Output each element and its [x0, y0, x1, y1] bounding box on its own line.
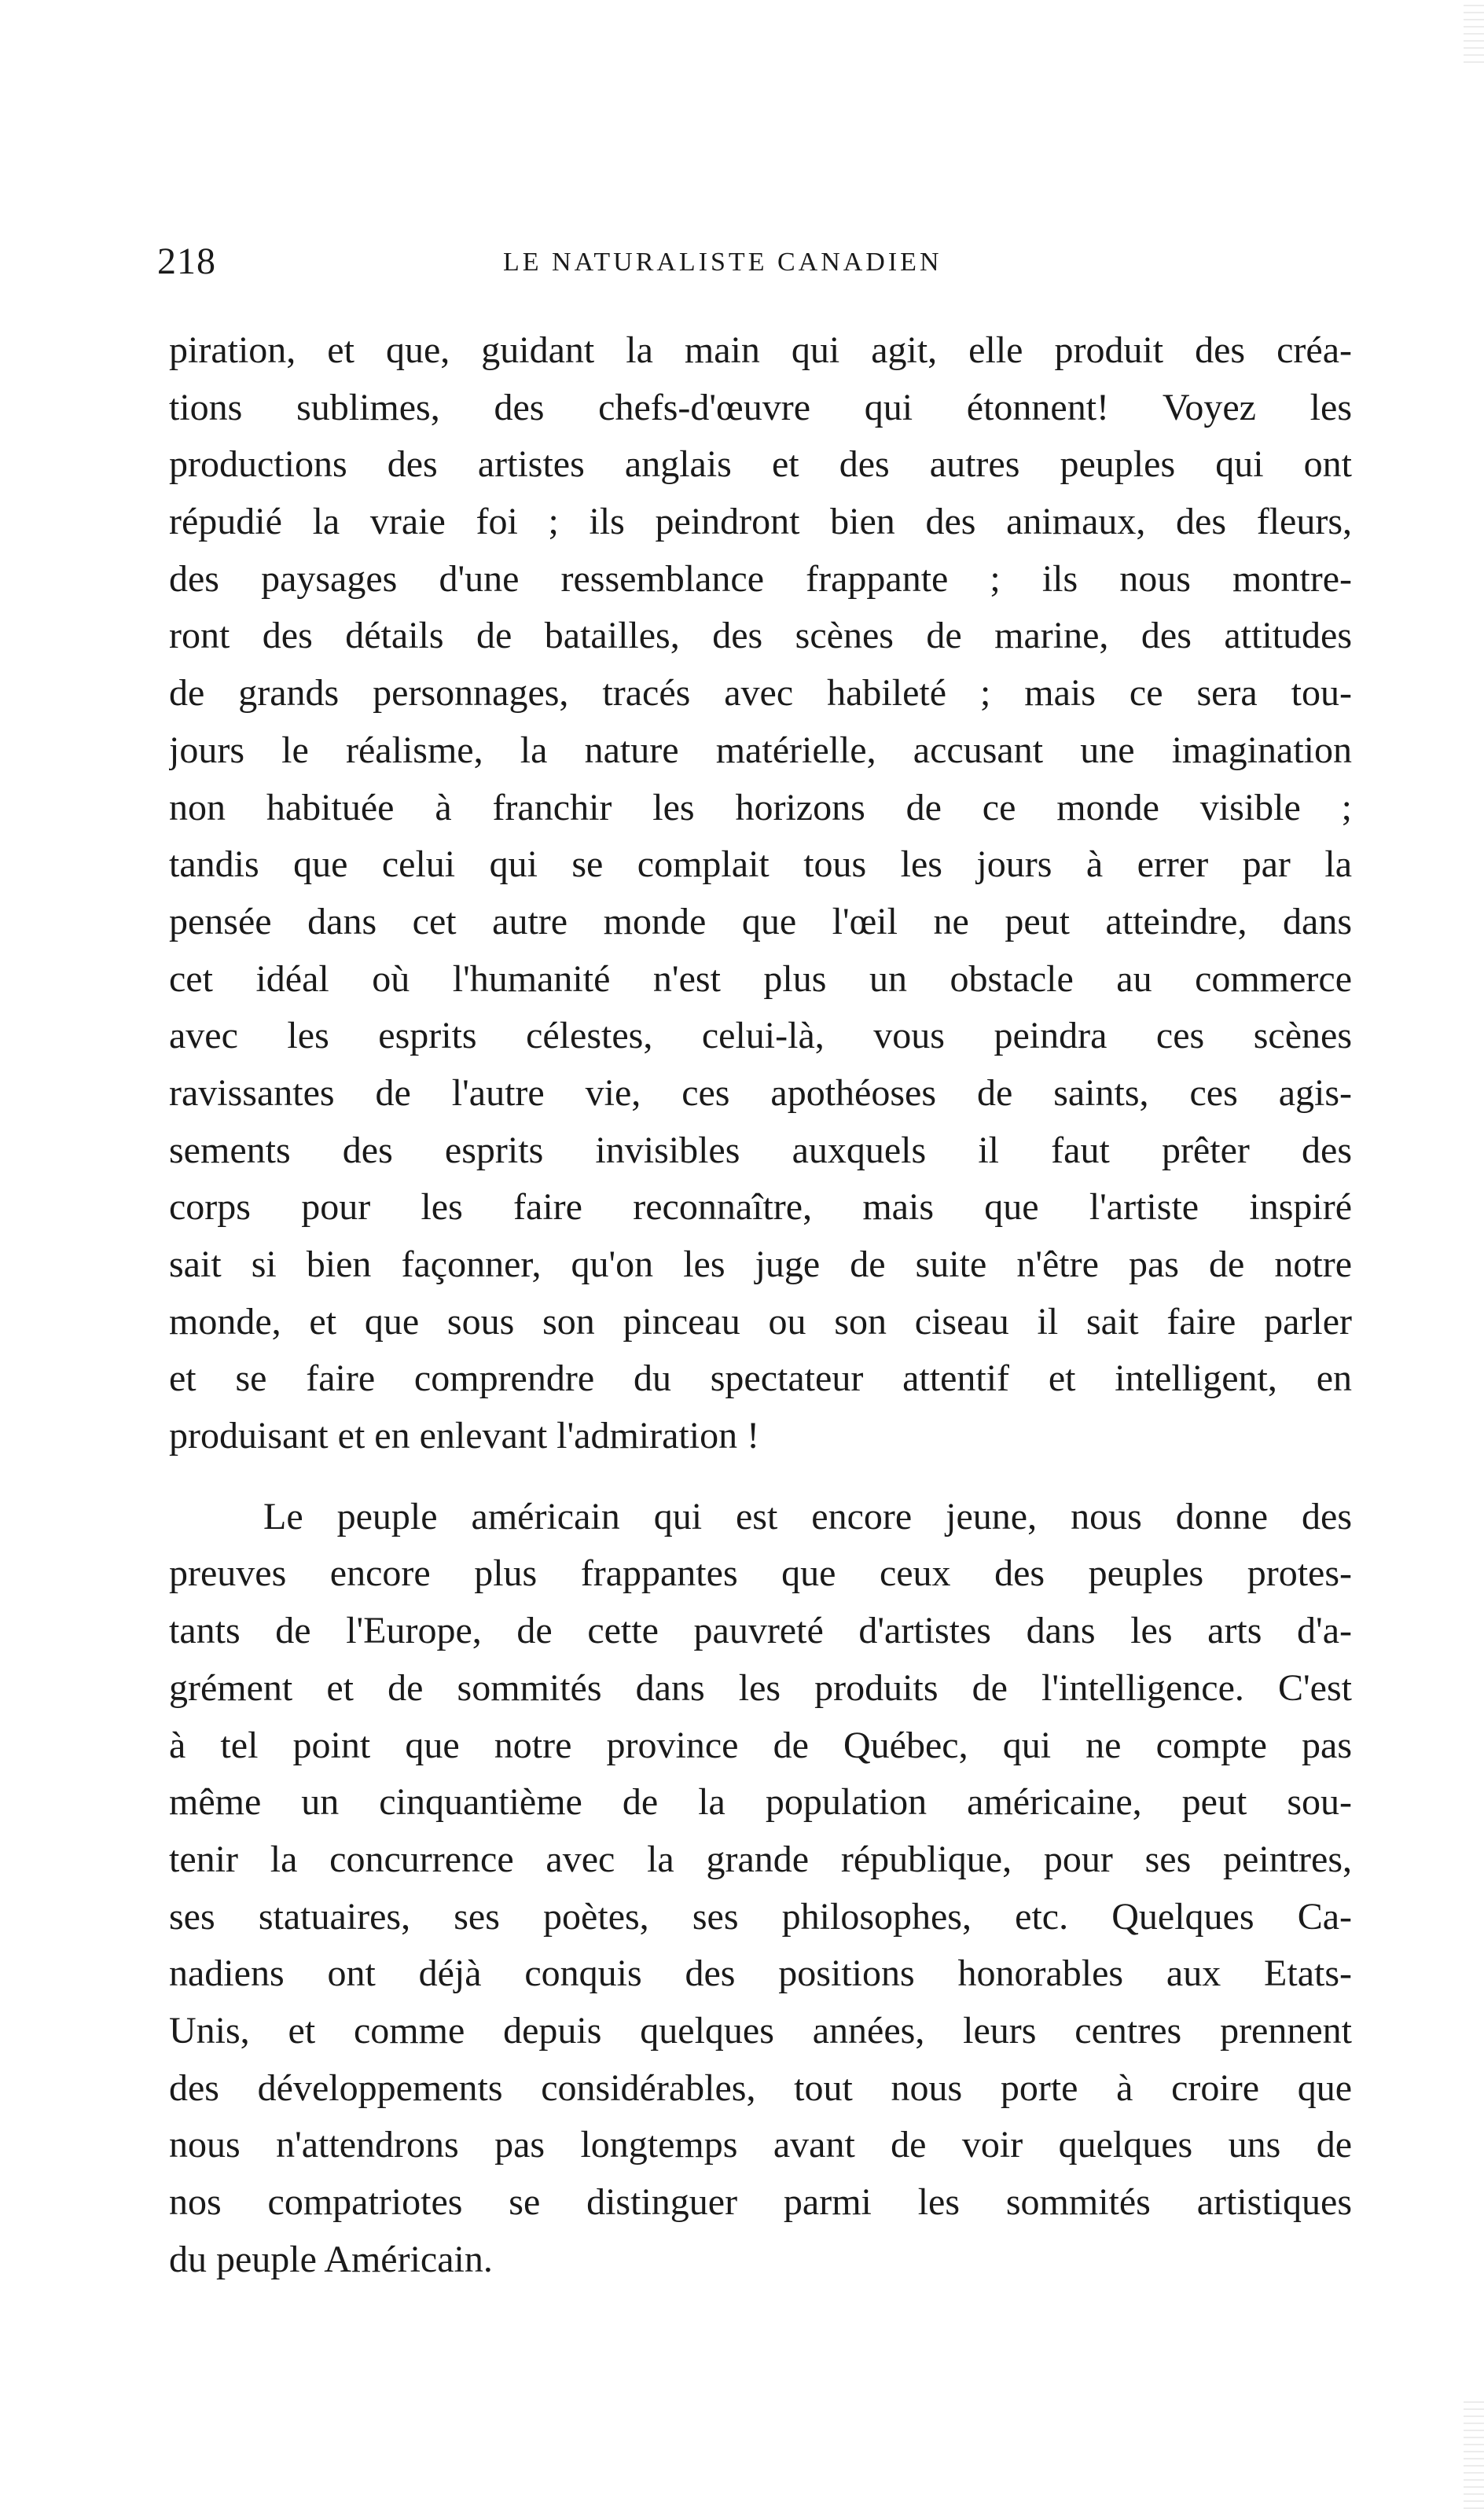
page-header — [157, 240, 1045, 295]
text-line: tions sublimes, des chefs-d'œuvre qui étonnent! Voyez les — [169, 386, 1352, 428]
page-number: 218 — [157, 241, 216, 282]
text-line: de grands personnages, tracés avec habileté ; mais ce sera tou- — [169, 672, 1352, 714]
paragraph — [169, 322, 1352, 1465]
text-line: productions des artistes anglais et des autres peuples qui ont — [169, 443, 1352, 486]
text-line: tants de l'Europe, de cette pauvreté d'artistes dans les arts d'a- — [169, 1610, 1352, 1652]
text-line: nos compatriotes se distinguer parmi les sommités artistiques — [169, 2181, 1352, 2223]
body-text — [169, 322, 1352, 2288]
text-line: monde, et que sous son pinceau ou son ciseau il sait faire parler — [169, 1300, 1352, 1343]
text-line: même un cinquantième de la population américaine, peut sou- — [169, 1781, 1352, 1824]
text-line: Unis, et comme depuis quelques années, leurs centres prennent — [169, 2009, 1352, 2052]
text-line: produisant et en enlevant l'admiration ! — [169, 1415, 760, 1457]
text-line: à tel point que notre province de Québec, qui ne compte pas — [169, 1724, 1352, 1766]
text-line: tenir la concurrence avec la grande république, pour ses peintres, — [169, 1838, 1352, 1880]
text-line: répudié la vraie foi ; ils peindront bien des animaux, des fleurs, — [169, 501, 1352, 543]
text-line: avec les esprits célestes, celui-là, vous peindra ces scènes — [169, 1015, 1352, 1057]
text-line: des développements considérables, tout nous porte à croire que — [169, 2066, 1352, 2109]
text-line: sait si bien façonner, qu'on les juge de suite n'être pas de notre — [169, 1243, 1352, 1285]
text-line: preuves encore plus frappantes que ceux des peuples protes- — [169, 1552, 1352, 1595]
text-line: et se faire comprendre du spectateur attentif et intelligent, en — [169, 1357, 1352, 1400]
text-line: ses statuaires, ses poètes, ses philosophes, etc. Quelques Ca- — [169, 1895, 1352, 1938]
text-line: pensée dans cet autre monde que l'œil ne peut atteindre, dans — [169, 900, 1352, 942]
text-line: corps pour les faire reconnaître, mais que l'artiste inspiré — [169, 1186, 1352, 1229]
text-line: non habituée à franchir les horizons de ce monde visible ; — [169, 786, 1352, 828]
scan-edge-bottom — [1464, 2397, 1484, 2509]
text-line: nadiens ont déjà conquis des positions honorables aux Etats- — [169, 1952, 1352, 1995]
text-line: sements des esprits invisibles auxquels il faut prêter des — [169, 1129, 1352, 1171]
text-line: grément et de sommités dans les produits de l'intelligence. C'est — [169, 1666, 1352, 1709]
text-line: jours le réalisme, la nature matérielle, accusant une imagination — [169, 729, 1352, 771]
text-line: ront des détails de batailles, des scènes de marine, des attitudes — [169, 615, 1352, 657]
text-line: Le peuple américain qui est encore jeune, nous donne des — [263, 1495, 1352, 1537]
running-title: LE NATURALISTE CANADIEN — [503, 248, 942, 277]
text-line: piration, et que, guidant la main qui agit, elle produit des créa- — [169, 329, 1352, 371]
text-line: ravissantes de l'autre vie, ces apothéoses de saints, ces agis- — [169, 1071, 1352, 1114]
paragraph-gap — [169, 1465, 1352, 1489]
paragraph — [169, 1489, 1352, 2289]
text-line: nous n'attendrons pas longtemps avant de voir quelques uns de — [169, 2124, 1352, 2166]
text-line: des paysages d'une ressemblance frappante ; ils nous montre- — [169, 557, 1352, 600]
text-line: cet idéal où l'humanité n'est plus un obstacle au commerce — [169, 957, 1352, 1000]
text-line: du peuple Américain. — [169, 2238, 493, 2280]
scan-edge-top — [1464, 0, 1484, 63]
text-line: tandis que celui qui se complait tous les jours à errer par la — [169, 843, 1352, 886]
